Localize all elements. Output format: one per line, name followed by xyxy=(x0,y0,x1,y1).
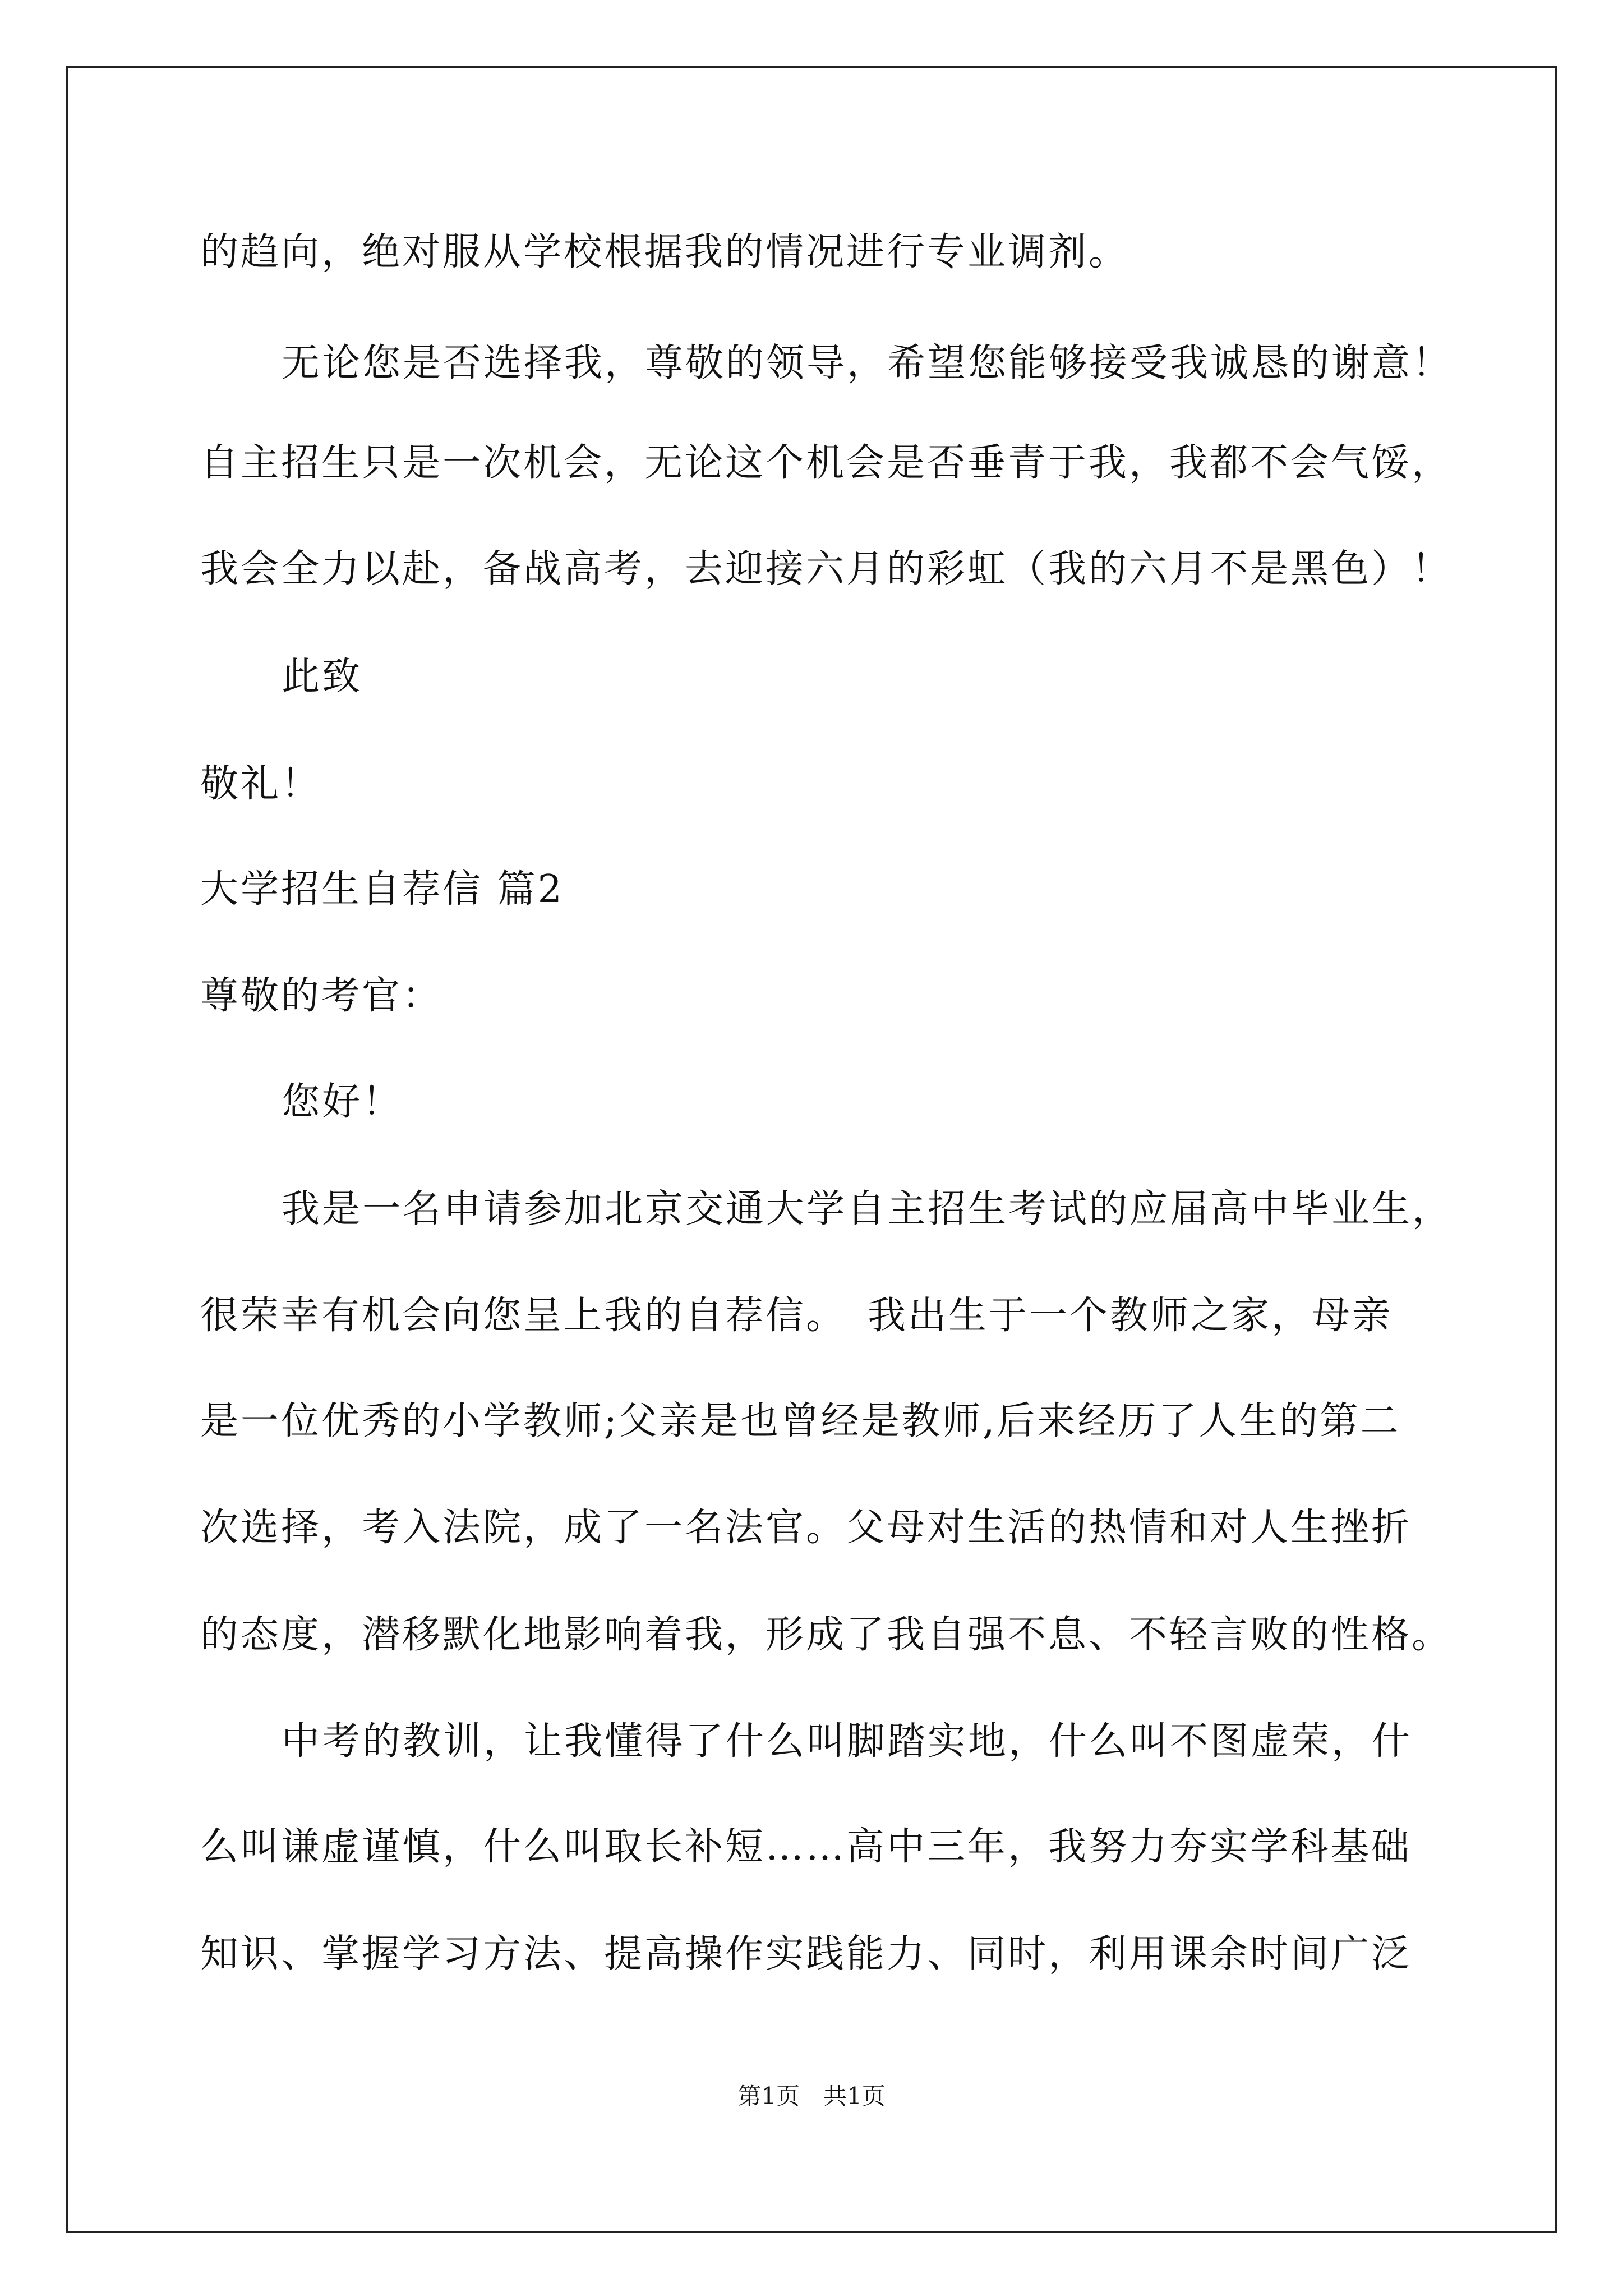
section-heading: 大学招生自荐信 篇2 xyxy=(200,867,564,912)
text-line: 自主招生只是一次机会，无论这个机会是否垂青于我，我都不会气馁， xyxy=(200,441,1453,485)
text-line: 次选择，考入法院，成了一名法官。父母对生活的热情和对人生挫折 xyxy=(200,1506,1412,1550)
text-line: 很荣幸有机会向您呈上我的自荐信。 我出生于一个教师之家，母亲 xyxy=(200,1294,1393,1338)
text-line: 是一位优秀的小学教师;父亲是也曾经是教师,后来经历了人生的第二 xyxy=(200,1399,1401,1443)
page-footer: 第1页 共1页 xyxy=(737,2082,886,2110)
text-line: 的趋向，绝对服从学校根据我的情况进行专业调剂。 xyxy=(200,230,1129,274)
closing-regards: 敬礼！ xyxy=(200,762,322,806)
text-line: 知识、掌握学习方法、提高操作实践能力、同时，利用课余时间广泛 xyxy=(200,1932,1412,1976)
text-line: 么叫谦虚谨慎，什么叫取长补短……高中三年，我努力夯实学科基础 xyxy=(200,1825,1412,1869)
text-line: 的态度，潜移默化地影响着我，形成了我自强不息、不轻言败的性格。 xyxy=(200,1613,1453,1657)
page-border xyxy=(66,66,1557,2233)
letter-greeting: 尊敬的考官： xyxy=(200,974,443,1018)
closing-salutation: 此致 xyxy=(282,655,363,699)
text-line: 我会全力以赴，备战高考，去迎接六月的彩虹（我的六月不是黑色）！ xyxy=(200,547,1453,591)
letter-hello: 您好！ xyxy=(282,1080,403,1124)
text-line: 我是一名申请参加北京交通大学自主招生考试的应届高中毕业生， xyxy=(282,1187,1453,1231)
text-line: 无论您是否选择我，尊敬的领导，希望您能够接受我诚恳的谢意！ xyxy=(282,341,1453,385)
text-line: 中考的教训，让我懂得了什么叫脚踏实地，什么叫不图虚荣，什 xyxy=(282,1719,1413,1764)
